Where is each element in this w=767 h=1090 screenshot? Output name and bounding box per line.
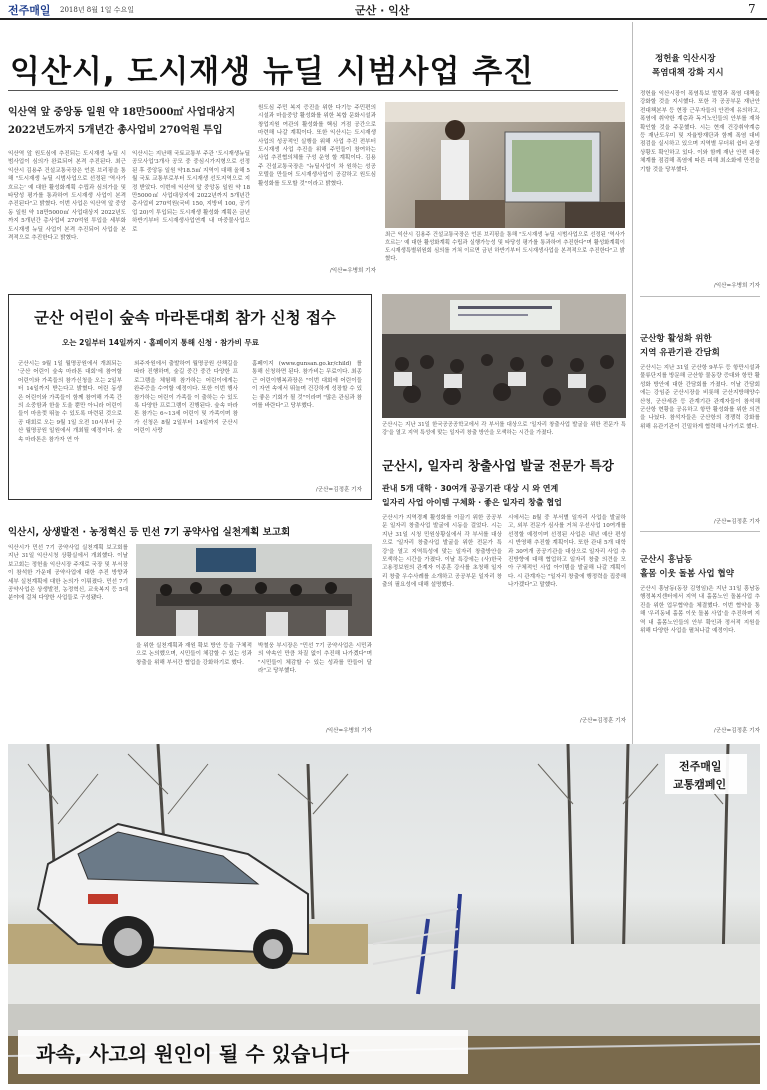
sidebar3-title-1: 군산시 흥남동: [640, 555, 693, 565]
issue-date: 2018년 8월 1일 수요일: [60, 6, 134, 14]
lead-photo: [385, 102, 625, 228]
sidebar1-title-2: 폭염대책 강화 지시: [652, 68, 724, 78]
sidebar2-body: 군산시는 지난 31일 군산항 9부두 등 항만시설과 물류단지를 방문해 군산항 물동량 증대와 항만 활성화 방안에 대한 간담회를 가졌다. 이날 간담회에는 강임준 군산시장을 비롯해 군산지방해양수산청, 군산세관 등 관계기관 관계자들이 참석해 군산항 현황을 공유하고 항만 활성화를 위한 의견을 나눴다. 참석자들은 군산항의 경쟁력 강화를 위해 유관기관이 긴밀하게 협력해 나가기로 했다.: [640, 365, 760, 430]
campaign-slogan: 과속, 사고의 원인이 될 수 있습니다: [36, 1042, 349, 1066]
jobs-subhead-2: 일자리 사업 아이템 구체화 · 좋은 일자리 창출 협업: [382, 498, 562, 507]
sidebar3-title-2: 홀몸 이웃 돌봄 사업 협약: [640, 569, 734, 579]
kids-body-col2: 외주자원에서 출발하여 월명공원 산책길을 따라 진행하며, 숲길 중간 중간 다양한 프로그램을 체험해 참가하는 어린이에게는 완주증을 수여할 예정이다. 또한 이번 행사 참가하는 어린이 가족들 이 출하는 수 있도록 다양한 프로그램이 진행된다. 숲속 마라톤 참가는 6~13세 어린이 및 가족이며 참가 신청은 8월 2일부터 14일까지 군산시 어린이 사랑: [134, 361, 238, 435]
kids-body-col1: 군산시는 9월 1일 월명공원에서 개최되는 '군산 어린이 숲속 마라톤 대회'에 참여할 어린이와 가족들의 참가신청을 오는 2일부터 14일까지 받는다고 밝혔다. 어린 동생은 어린이와 가족들이 함께 참여해 가족 간의 소중함과 한울 도울 뿐만 아니라 어린이들이 마음껏 뛰놀 수 있도록 마련된 것으로 공 대회로 오는 9월 1일 오전 10시부터 군산 월명공원 일원에서 개최될 예정이다. 숲속 마라톤은 참가자 연 아: [18, 361, 122, 443]
campaign-badge-bottom: 교통캠페인: [673, 778, 727, 791]
page-header: [0, 0, 767, 20]
mutual-photo: [136, 544, 372, 636]
seminar-illustration: [382, 294, 626, 418]
mutual-body-col2: 을 위한 실천계획과 재원 확보 방안 등을 구체적으로 논의했으며, 시민들이 체감할 수 있는 성과 창출을 위해 부서간 협업을 강화하기로 했다.: [136, 643, 252, 666]
lead-body-col3: 원도심 주민 복지 증진을 위한 다기능 주민편의시설과 마을중앙 활성화를 위한 복합 문화시설과 창업지원 여관의 활성화를 핵심 거점 공간으로 마련해 나갈 계획이다. 또한 익산시는 도시재생 사업의 성공적인 실행을 위해 사업 추진 전부터 도시재생 사업 추진을 위해 주민들이 참여하는 사업 추진협의체를 구성 운영 할 계획이다. 김용주 건설교통국장은 "뉴딜사업이 차 원하는 성공모델을 만들어 도시재생사업이 공감하고 원도심 활성화를 도모할 것"이라고 밝혔다.: [258, 105, 376, 187]
sidebar1-body: 정헌율 익산시장이 폭염특보 발령과 폭염 대책을 강화할 것을 지시했다. 또한 각 공공부문 재난안전대책본부 등 현장 근무자들의 안전에 유의하고, 폭염에 취약한 계층과 독거노인들의 안부를 재차 확인할 것을 주문했다. 시는 현재 건강취약계층 등 재난도우미 및 자율방재단과 함께 폭염 대비 점검을 실시하고 있으며 지역별 무더위 쉼터 운영 상황도 확인하고 있다. 이와 함께 재난 안전 대응 체계를 점검해 폭염에 따른 피해 최소화에 만전을 기할 것을 당부했다.: [640, 91, 760, 173]
kids-subhead: 오는 2일부터 14일까지 · 홈페이지 통해 신청 · 참가비 무료: [62, 338, 259, 347]
campaign-badge: [665, 754, 747, 794]
lead-body-col2: 익산시는 지난해 국토교통부 주관 '도시재생뉴딜 공모사업'3개사 공모 중 중심시가지형으로 선정된 후 중앙동 일원 약18.5㎡ 지역이 대해 올해 5월 국토 교통부로부터 도시재생 선도지역으로 지정 받았다. 이번에 익산역 앞 중앙동 일원 약 18만5000㎡ 사업대상지에 2022년까지 5개년간 총사업비 270억원(국비 150, 지방비 100, 공기업 20)이 투입되는 도시재생 활성화 계획은 금년 하반기부터 도시재생사업연계 내 마중물사업으로: [132, 151, 250, 233]
jobs-body-col1: 군산시가 지역경제 활성화를 이끌기 위한 공공부문 일자리 창출사업 발굴에 시동을 걸었다. 시는 지난 31일 시청 민원상황실에서 각 부서를 대상으로 '일자리 창출사업 발굴을 위한 전문가 특강'을 열고 지역특성에 맞는 일자리 창출방안을 모색하는 시간을 가졌다. 이날 특강에는 (사)한국고용정보원의 관계자 이종훈 강사를 초청해 일자리 창출 우수사례를 소개하고 공공부문 일자리 창출의 필요성에 대해 설명했다.: [382, 515, 502, 589]
mutual-body-col1: 익산시가 민선 7기 공약사업 실천계획 보고회를 지난 31일 익산시청 상황실에서 개최했다. 이날 보고회는 정헌율 익산시장 주재로 국장 및 부서장이 참석한 가운데 공약사업에 대한 추진 방향과 세부 실천계획에 대한 논의가 이뤄졌다. 민선 7기 공약사업은 상생발전, 농정혁신, 교육복지 등 5대 분야에 걸쳐 다양한 사업들로 구성됐다.: [8, 545, 128, 602]
sidebar1-byline: /익산=우병희 기자: [713, 283, 760, 289]
mutual-headline: 익산시, 상생발전 · 농정혁신 등 민선 7기 공약사업 실천계획 보고회: [8, 527, 291, 538]
divider: [640, 296, 760, 297]
jobs-headline: 군산시, 일자리 창출사업 발굴 전문가 특강: [382, 458, 614, 473]
lead-headline: 익산시, 도시재생 뉴딜 시범사업 추진: [10, 54, 535, 90]
campaign-badge-top: 전주매일: [679, 760, 722, 773]
divider: [8, 90, 618, 91]
lead-subhead-2: 2022년도까지 5개년간 총사업비 270억원 투입: [8, 125, 223, 136]
lead-photo-caption: 최근 익산시 김용주 건설교통국장은 언론 브리핑을 통해 "도시재생 뉴딜 시범사업으로 선정된 '역사가 흐르는' 예 대한 활성화계획 수립과 실행가능성 및 타당성 평가를 통과하여 추진한다"며 활성화계획이 도시재생특별위원회 심의를 거쳐 이르면 금년 하반기부터 도시재생사업을 본격적으로 추진한다"고 밝혔다.: [385, 232, 625, 262]
masthead-logo: 전주매일: [8, 4, 51, 17]
kids-headline: 군산 어린이 숲속 마라톤대회 참가 신청 접수: [34, 309, 336, 327]
section-name: 군산 · 익산: [355, 4, 410, 17]
jobs-photo-caption: 군산시는 지난 31일 한국공공공학교에서 각 부서를 대상으로 '일자리 창출사업 발굴을 위한 전문가 특강'을 열고 지역 특성에 맞는 일자리 창출 방안을 모색하는 시간을 가졌다.: [382, 422, 626, 436]
lead-byline: /익산=우병희 기자: [329, 268, 376, 274]
page-number: 7: [748, 2, 756, 16]
mutual-body-col3: 박철웅 부시장은 "민선 7기 공약사업은 시민과의 약속인 만큼 차질 없이 추진해 나가겠다"며 "시민들이 체감할 수 있는 성과를 만들어 달라"고 당부했다.: [258, 643, 372, 675]
sidebar3-byline: /군산=김정훈 기자: [713, 728, 760, 734]
sidebar2-byline: /군산=김정훈 기자: [713, 519, 760, 525]
sidebar3-body: 군산시 흥남동(동장 김영임)은 지난 31일 흥남동 행정복지센터에서 지역 내 홀몸노인 돌봄사업 추진을 위한 업무협약을 체결했다. 이번 협약을 통해 '우리동네 홀몸 이웃 돌봄 사업'을 추진하며 지역 내 홀몸노인들의 안부 확인과 정서적 지원을 위해 다양한 사업을 펼쳐나갈 예정이다.: [640, 586, 760, 635]
divider: [640, 531, 760, 532]
lead-subhead-1: 익산역 앞 중앙동 일원 약 18만5000㎡ 사업대상지: [8, 107, 236, 118]
briefing-illustration: [385, 102, 625, 228]
sidebar1-title-1: 정헌율 익산시장: [655, 54, 716, 64]
sidebar2-title-1: 군산항 활성화 위한: [640, 334, 712, 344]
slogan-band: [18, 1030, 468, 1074]
kids-byline: /군산=김정훈 기자: [315, 487, 362, 493]
sidebar2-title-2: 지역 유관기관 간담회: [640, 348, 720, 358]
jobs-photo: [382, 294, 626, 418]
jobs-subhead-1: 관내 5개 대학 · 30여개 공공기관 대상 시 와 연계: [382, 484, 559, 493]
lead-body-col1: 익산역 앞 원도심에 추진되는 도시재생 뉴딜 시범사업이 심의가 완료되어 본격 추진된다. 최근 익산시 김용주 건설교통국장은 언론 브리핑을 통해 "도시재생 뉴딜 시범사업으로 선정된 '역사가 흐르는' 예 대한 활성화계획 수립과 심의가을 및 타당성 평가를 통과하여 도시재생 사업이 본격 추진된다"고 밝혔다. 이번 사업은 익산역 앞 중앙동 일원 약 18만5000㎡ 사업대상지 2022년도까지 5개년간 총사업비 270억원 투입을 세부화 도시재생 뉴딜 사업이 본격 추진되어 사업을 본격적으로 추진한다고 밝혔다.: [8, 151, 126, 242]
mutual-byline: /익산=우병희 기자: [325, 728, 372, 734]
jobs-byline: /군산=김정훈 기자: [579, 718, 626, 724]
kids-body-col3: 홈페이지 (www.gunsan.go.kr/child) 를 통해 신청하면 된다. 참가비는 무료이다. 최종근 어린이행복과장은 "이번 대회에 어린이들이 자연 속에서 뛰놀며 건강하게 성장할 수 있는 좋은 기회가 될 것"이라며 "많은 관심과 참여를 바란다"고 당부했다.: [252, 361, 362, 410]
jobs-body-col2: 시에서는 8월 중 부서별 일자리 사업을 발굴하고, 외부 전문가 심사를 거쳐 우선사업 10여개를 선정할 예정이며 선정된 사업은 내년 예산 편성 시 반영해 추진할 계획이다. 또한 관내 5개 대학과 30여개 공공기관을 대상으로 일자리 사업 추진방향에 대해 협업하고 일자리 창출 의견을 모아 구체적인 사업 아이템을 발굴해 나갈 계획이다. 시 관계자는 "일자리 창출에 행정력을 집중해 나가겠다"고 말했다.: [508, 515, 626, 589]
meeting-illustration: [136, 544, 372, 636]
